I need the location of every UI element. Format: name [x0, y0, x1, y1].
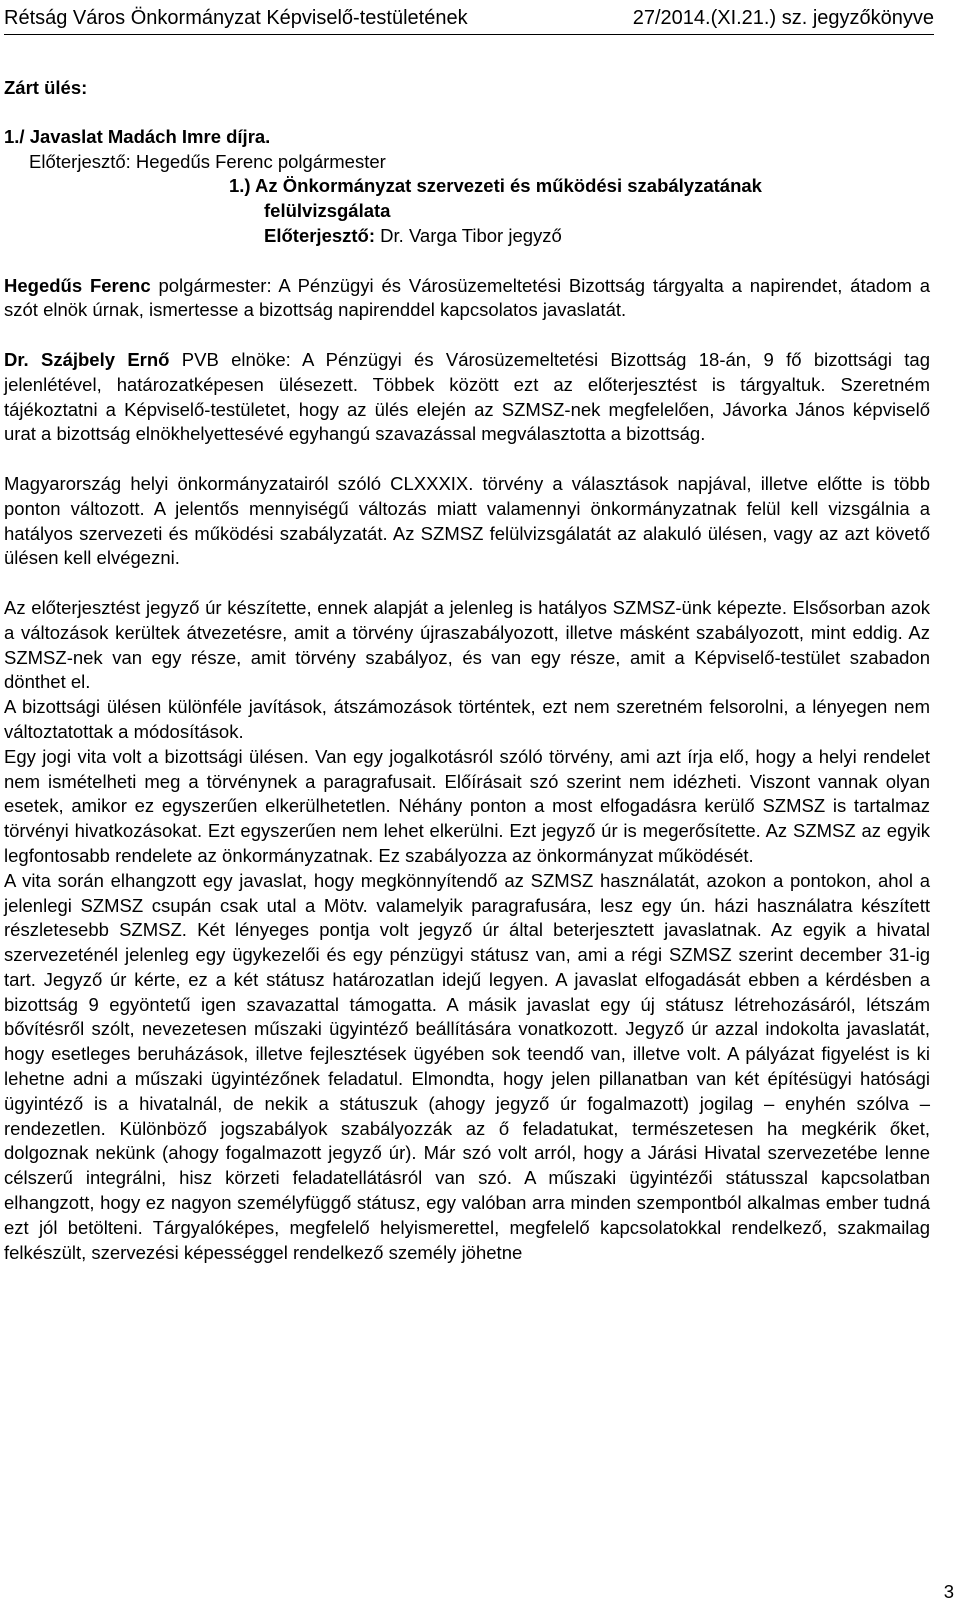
paragraph-3: Magyarország helyi önkormányzatairól szóló CLXXXIX. törvény a választások napjával, illetve előtte is több ponton változott. A jelentős mennyiségű változás miatt valamennyi önkormányzatnak felül kell vizsgálnia a hatályos szervezeti és működési szabályzatát. Az SZMSZ felülvizsgálatát az alakuló ülésen, vagy az azt követő ülésen kell elvégezni.: [4, 472, 930, 569]
paragraph-1: [4, 274, 930, 324]
agenda-current-presenter: [4, 224, 930, 249]
agenda-prev-title: 1./ Javaslat Madách Imre díjra.: [4, 125, 271, 147]
paragraph-text: polgármester: A Pénzügyi és Városüzemeltetési Bizottság tárgyalta a napirendet, átadom a szót elnök úrnak, ismertesse a bizottság napirenddel kapcsolatos javaslatát.: [4, 274, 930, 321]
speaker-name: Hegedűs Ferenc: [4, 274, 151, 296]
paragraph-4: Az előterjesztést jegyző úr készítette, ennek alapját a jelenleg is hatályos SZMSZ-ünk képezte. Elsősorban azok a változások kerültek átvezetésre, amit a törvény újraszabályozott, illetve másként szabályozott, mint eddig. Az SZMSZ-nek van egy része, amit törvény szabályoz, és van egy része, amit a Képviselő-testület szabadon dönthet el.: [4, 596, 930, 693]
paragraph-5: A bizottsági ülésen különféle javítások, átszámozások történtek, ezt nem szeretném felsorolni, a lényegen nem változtatottak a módosítások.: [4, 696, 930, 742]
paragraph-6: Egy jogi vita volt a bizottsági ülésen. Van egy jogalkotásról szóló törvény, ami azt írja elő, hogy a helyi rendelet nem ismételheti meg a törvénynek a paragrafusait. Előírásait szó szerint nem idézheti. Viszont vannak olyan esetek, amikor ez egyszerűen elkerülhetetlen. Néhány ponton a most elfogadásra kerülő SZMSZ is tartalmaz törvényi hivatkozásokat. Ezt egyszerűen nem lehet elkerülni. Ezt jegyző úr is megerősítette. Az SZMSZ az egyik legfontosabb rendelete az önkormányzatnak. Ez szabályozza az önkormányzat működését.: [4, 745, 930, 866]
agenda-current-title-line1: 1.) Az Önkormányzat szervezeti és működési szabályzatának: [229, 175, 762, 197]
presenter-name: Dr. Varga Tibor jegyző: [380, 224, 562, 246]
presenter-label: Előterjesztő:: [264, 224, 376, 246]
page-header: [4, 4, 934, 35]
agenda-item-current: [4, 174, 930, 248]
paragraph-7: A vita során elhangzott egy javaslat, hogy megkönnyítendő az SZMSZ használatát, azokon a pontokon, ahol a jelenlegi SZMSZ csupán csak utal a Mötv. valamelyik paragrafusára, lesz egy ún. házi használatra készített részletesebb SZMSZ. Két lényeges pontja volt jegyző úr által beterjesztett javaslatnak. Az egyik a hivatal szervezeténél jelenleg egy ügykezelői és egy pénzügyi státusz van, ami a régi SZMSZ szerint december 31-ig tart. Jegyző úr kérte, ez a két státusz határozatlan idejű legyen. A javaslat elfogadását ebben a kérdésben a bizottság 9 egyöntetű igen szavazattal támogatta. A másik javaslat egy új státusz létrehozásáról, létszám bővítésről szólt, nevezetesen műszaki ügyintéző beállítására vonatkozott. Jegyző úr azzal indokolta javaslatát, hogy esetleges beruházások, illetve fejlesztések ügyében sok teendő van, illetve volt. A pályázat figyelést is ki lehetne adni a műszaki ügyintézőnek feladatul. Elmondta, hogy jelen pillanatban van két építésügyi hatósági ügyintéző is a hivatalnál, de nekik a státuszuk (ahogy jegyző úr fogalmazott) jogilag – enyhén szólva – rendezetlen. Különböző jogszabályok szabályozzák az ő feladatukat, természetesen ha megkérik őket, dolgoznak nekünk (ahogy fogalmazott jegyző úr). Már szó volt arról, hogy a Járási Hivatal szervezetébe lenne célszerű integrálni, hisz körzeti feladatellátásról van szó. A műszaki ügyintézői státusszal kapcsolatban elhangzott, hogy ez nagyon személyfüggő státusz, egy valóban arra minden szempontból alkalmas ember tudná ezt jól betölteni. Tárgyalóképes, megfelelő helyismerettel, megfelelő kapcsolatokkal rendelkező, szakmailag felkészült, szervezési képességgel rendelkező személy jöhetne: [4, 869, 930, 1263]
paragraph-2: [4, 348, 930, 447]
paragraph-text: PVB elnöke: A Pénzügyi és Városüzemeltetési Bizottság 18-án, 9 fő bizottsági tag jelenlétével, határozatképesen ülésezett. Többek között ezt az előterjesztést is tárgyaltuk. Szeretném tájékoztatni a Képviselő-testületet, hogy az ülés elején az SZMSZ-nek megfelelően, Jávorka János képviselő urat a bizottság elnökhelyettesévé egyhangú szavazással megválasztotta a bizottság.: [4, 348, 931, 445]
page-number: 3: [943, 1581, 954, 1602]
document-body: [4, 76, 930, 1265]
agenda-current-title-line2: felülvizsgálata: [264, 200, 391, 222]
agenda-prev-presenter: Előterjesztő: Hegedűs Ferenc polgármester: [29, 150, 386, 172]
speaker-name: Dr. Szájbely Ernő: [4, 348, 170, 370]
header-left: Rétság Város Önkormányzat Képviselő-testületének: [4, 7, 468, 29]
header-right: 27/2014.(XI.21.) sz. jegyzőkönyve: [632, 7, 934, 29]
agenda-item-previous: [4, 125, 930, 175]
section-title: Zárt ülés:: [4, 77, 88, 98]
